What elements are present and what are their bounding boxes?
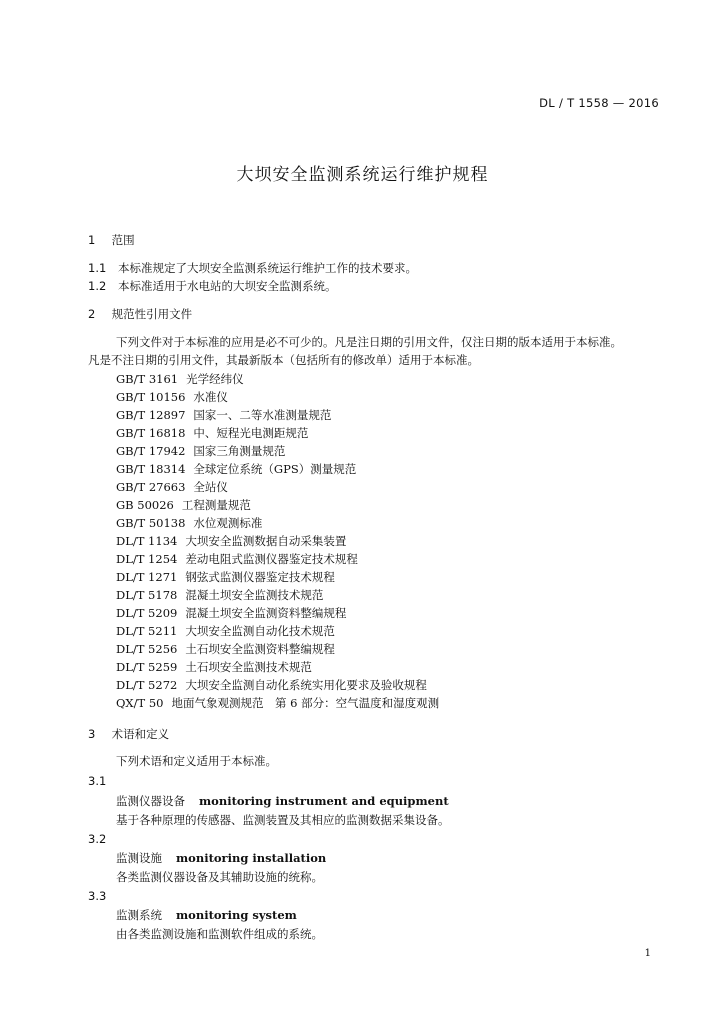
reference-item: DL/T 5272 大坝安全监测自动化系统实用化要求及验收规程 (116, 678, 427, 692)
term-definition: 由各类监测设施和监测软件组成的系统。 (116, 927, 323, 941)
term-number: 3.1 (88, 774, 107, 788)
clause-text: 本标准适用于水电站的大坝安全监测系统。 (118, 279, 337, 293)
reference-item: GB 50026 工程测量规范 (116, 498, 251, 512)
term-definition: 基于各种原理的传感器、监测装置及其相应的监测数据采集设备。 (116, 813, 450, 827)
clause-1-1 (88, 260, 417, 276)
reference-item: GB/T 27663 全站仪 (116, 480, 228, 494)
reference-item: DL/T 1134 大坝安全监测数据自动采集装置 (116, 534, 347, 548)
refs-intro-line-1: 下列文件对于本标准的应用是必不可少的。凡是注日期的引用文件，仅注日期的版本适用于本标准。 (116, 335, 622, 349)
standard-code: DL / T 1558 — 2016 (539, 96, 659, 110)
reference-item: DL/T 5259 土石坝安全监测技术规范 (116, 660, 312, 674)
refs-intro-line-2: 凡是不注日期的引用文件，其最新版本（包括所有的修改单）适用于本标准。 (88, 353, 479, 367)
clause-number: 1.1 (88, 261, 107, 275)
term-number: 3.3 (88, 889, 107, 903)
section-number: 1 (88, 233, 96, 247)
section-3-heading (88, 726, 169, 742)
reference-item: DL/T 5178 混凝土坝安全监测技术规范 (116, 588, 324, 602)
reference-item: DL/T 1254 差动电阻式监测仪器鉴定技术规程 (116, 552, 358, 566)
reference-item: GB/T 16818 中、短程光电测距规范 (116, 426, 309, 440)
terms-intro: 下列术语和定义适用于本标准。 (116, 754, 277, 768)
reference-item: DL/T 5211 大坝安全监测自动化技术规范 (116, 624, 335, 638)
page-number: 1 (644, 948, 651, 959)
reference-item: GB/T 3161 光学经纬仪 (116, 372, 244, 386)
section-title: 术语和定义 (111, 727, 170, 741)
reference-item: DL/T 5256 土石坝安全监测资料整编规程 (116, 642, 335, 656)
reference-item: DL/T 5209 混凝土坝安全监测资料整编规程 (116, 606, 347, 620)
reference-item: GB/T 50138 水位观测标准 (116, 516, 263, 530)
reference-item: GB/T 17942 国家三角测量规范 (116, 444, 286, 458)
clause-1-2 (88, 278, 337, 294)
section-number: 2 (88, 307, 96, 321)
clause-text: 本标准规定了大坝安全监测系统运行维护工作的技术要求。 (118, 261, 417, 275)
reference-item: GB/T 10156 水准仪 (116, 390, 228, 404)
section-title: 范围 (111, 233, 135, 247)
term-name: 监测系统 monitoring system (116, 908, 297, 922)
reference-item: GB/T 18314 全球定位系统（GPS）测量规范 (116, 462, 357, 476)
section-number: 3 (88, 727, 96, 741)
section-title: 规范性引用文件 (111, 307, 193, 321)
clause-number: 1.2 (88, 279, 107, 293)
term-name: 监测设施 monitoring installation (116, 851, 327, 865)
reference-item: DL/T 1271 钢弦式监测仪器鉴定技术规程 (116, 570, 335, 584)
term-definition: 各类监测仪器设备及其辅助设施的统称。 (116, 870, 323, 884)
document-title: 大坝安全监测系统运行维护规程 (236, 165, 489, 185)
section-1-heading (88, 232, 135, 248)
term-name: 监测仪器设备 monitoring instrument and equipment (116, 794, 449, 808)
reference-item: GB/T 12897 国家一、二等水准测量规范 (116, 408, 332, 422)
reference-item: QX/T 50 地面气象观测规范 第 6 部分：空气温度和湿度观测 (116, 696, 440, 710)
section-2-heading (88, 306, 192, 322)
term-number: 3.2 (88, 832, 107, 846)
